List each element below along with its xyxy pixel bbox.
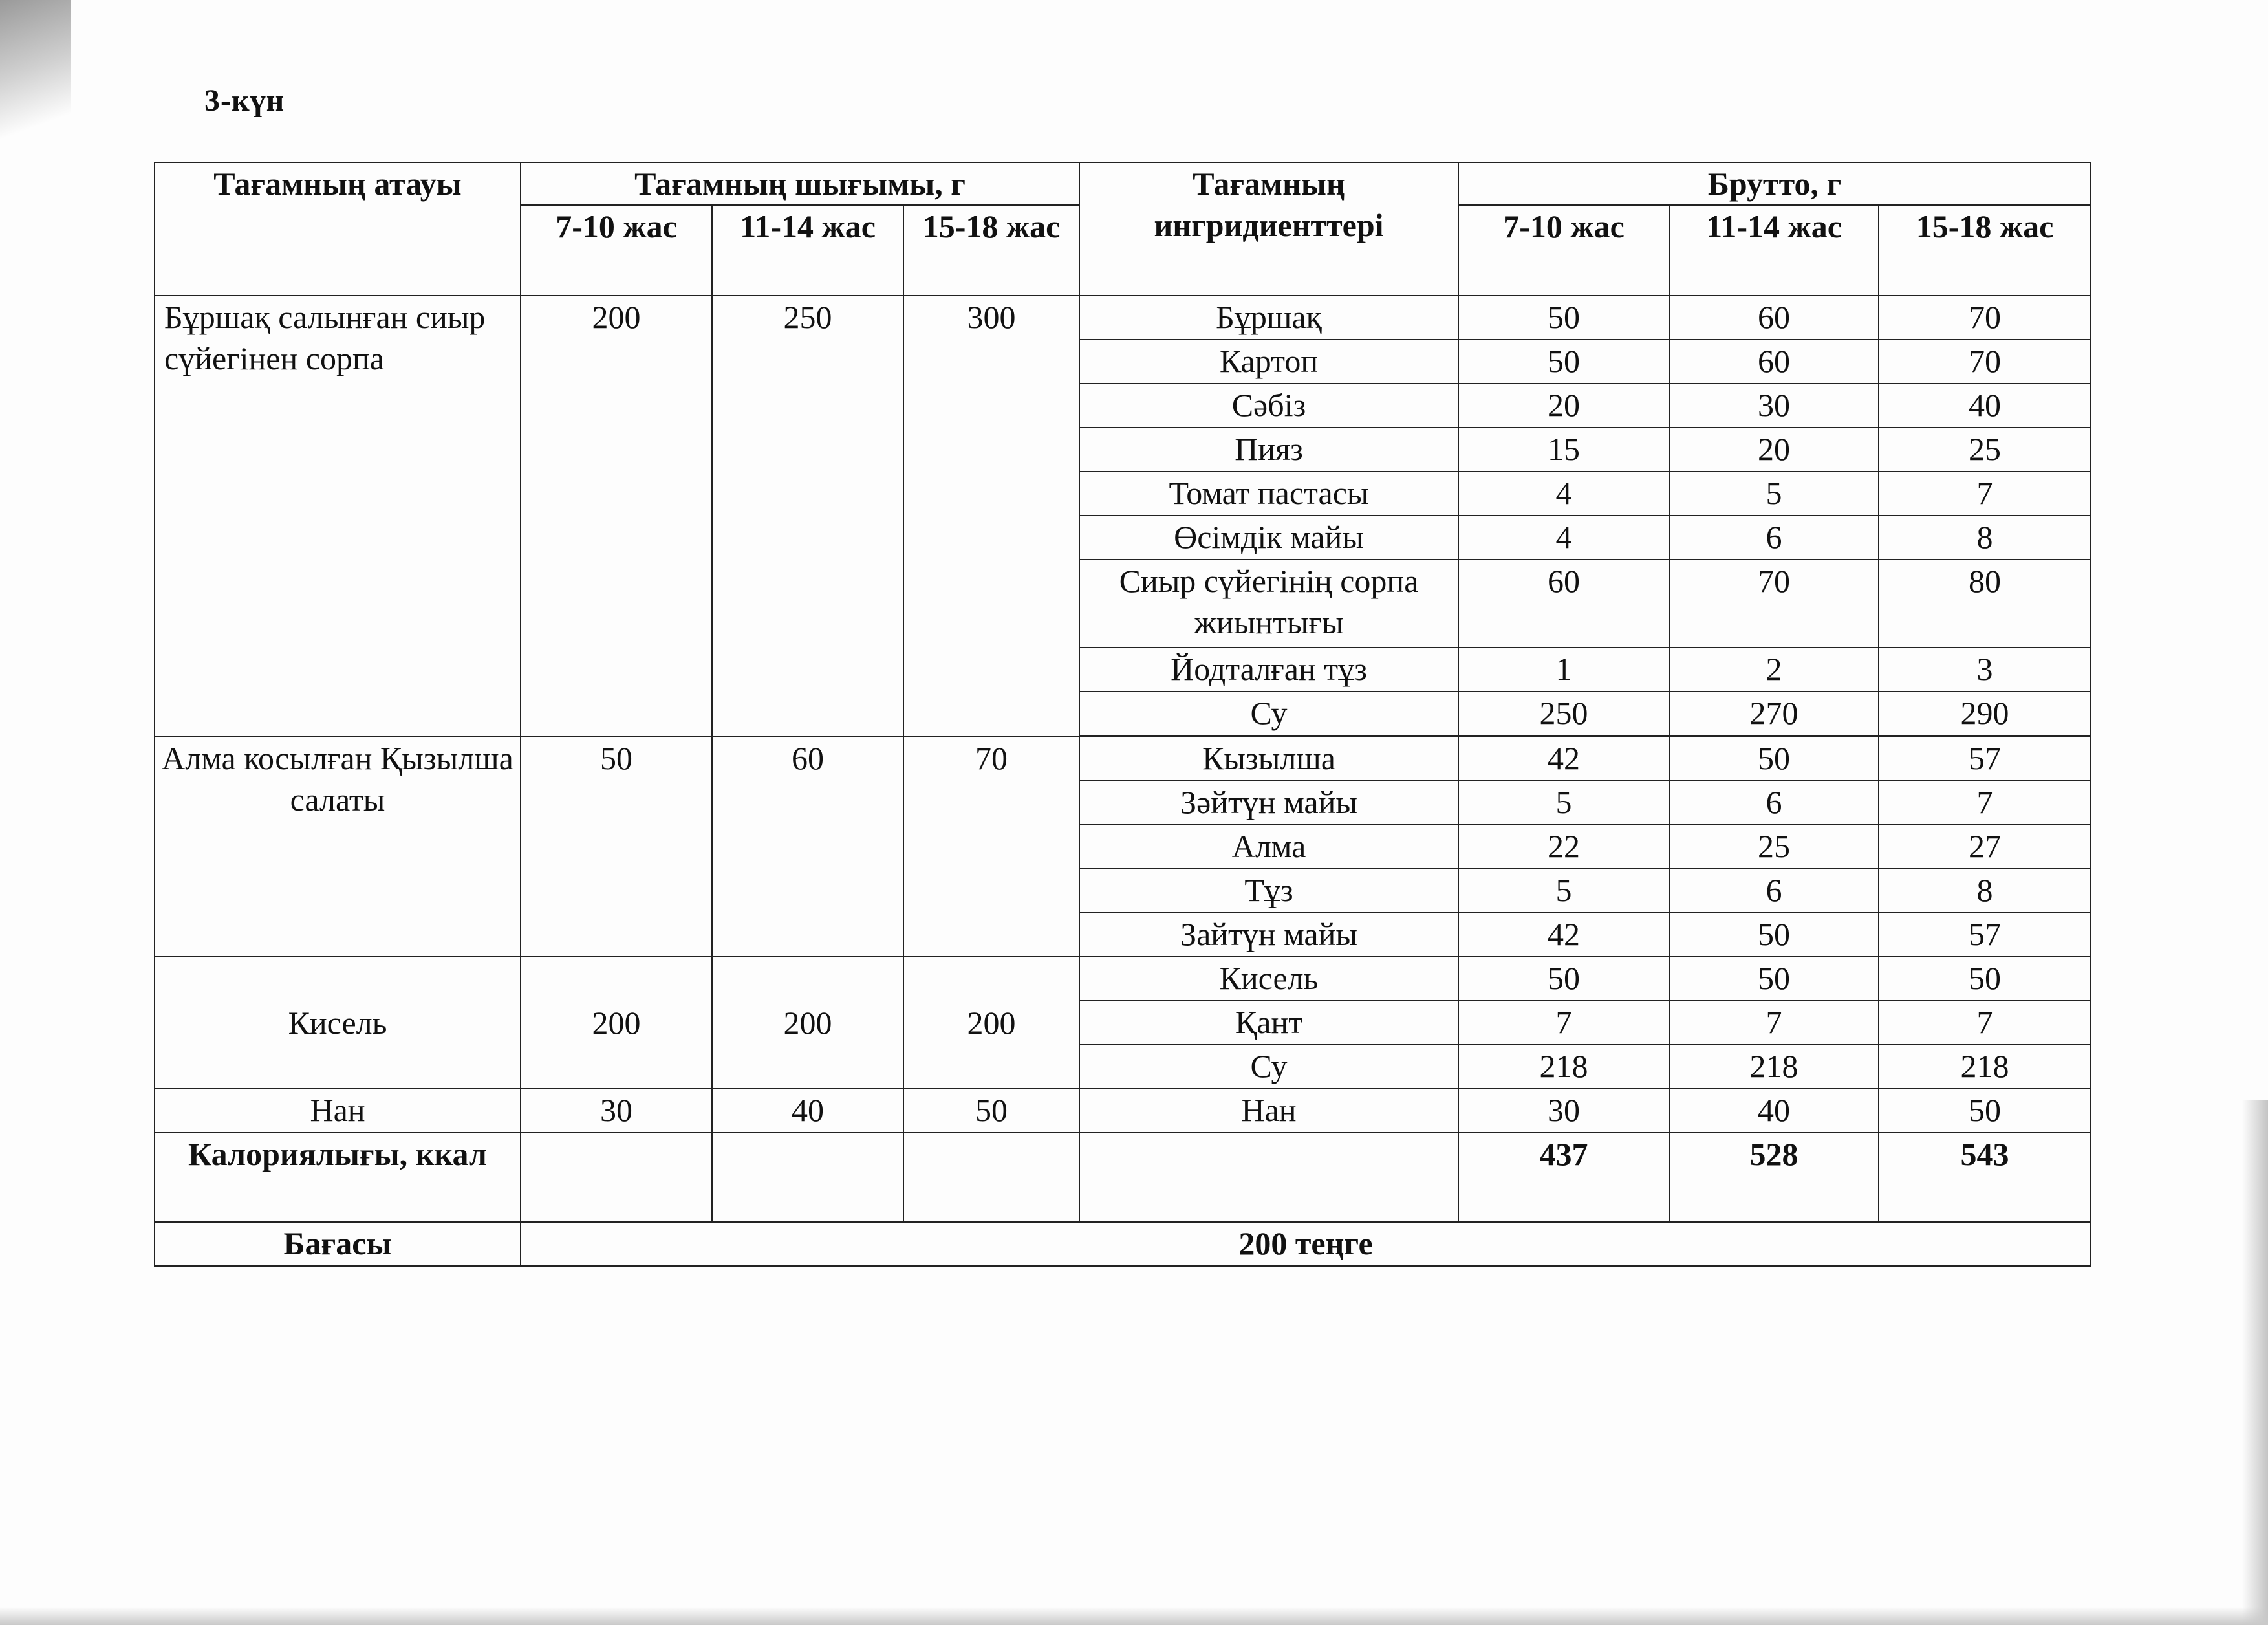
ingredient-name: Су — [1079, 692, 1458, 736]
empty-cell — [903, 1133, 1079, 1222]
dish-name: Кисель — [155, 957, 521, 1089]
header-output-age-7-10: 7-10 жас — [521, 205, 712, 296]
ingredient-name: Йодталған тұз — [1079, 648, 1458, 692]
brutto-value: 60 — [1458, 560, 1669, 648]
ingredient-name: Картоп — [1079, 340, 1458, 384]
brutto-value: 22 — [1458, 825, 1669, 869]
brutto-value: 27 — [1879, 825, 2091, 869]
header-output-age-15-18: 15-18 жас — [903, 205, 1079, 296]
menu-table — [154, 162, 2091, 1267]
brutto-value: 50 — [1458, 957, 1669, 1001]
ingredient-name: Сәбіз — [1079, 384, 1458, 428]
dish-output: 300 — [903, 296, 1079, 737]
brutto-value: 57 — [1879, 913, 2091, 957]
header-brutto: Брутто, г — [1458, 162, 2091, 205]
header-ingredients: Тағамның ингридиенттері — [1079, 162, 1458, 296]
scan-shadow-bottom — [0, 1607, 2268, 1625]
brutto-value: 290 — [1879, 692, 2091, 736]
dish-output: 60 — [712, 737, 903, 957]
ingredient-name: Су — [1079, 1045, 1458, 1089]
brutto-value: 50 — [1879, 957, 2091, 1001]
header-dish-name: Тағамның атауы — [155, 162, 521, 296]
dish-output: 200 — [903, 957, 1079, 1089]
brutto-value: 20 — [1669, 428, 1879, 472]
brutto-value: 1 — [1458, 648, 1669, 692]
ingredient-name: Өсімдік майы — [1079, 516, 1458, 560]
brutto-value: 50 — [1669, 957, 1879, 1001]
dish-output: 40 — [712, 1089, 903, 1133]
brutto-value: 20 — [1458, 384, 1669, 428]
header-output: Тағамның шығымы, г — [521, 162, 1079, 205]
brutto-value: 5 — [1458, 781, 1669, 825]
dish-output: 200 — [521, 296, 712, 737]
dish-output: 250 — [712, 296, 903, 737]
ingredient-name: Зәйтүн майы — [1079, 781, 1458, 825]
ingredient-name: Алма — [1079, 825, 1458, 869]
header-brutto-age-11-14: 11-14 жас — [1669, 205, 1879, 296]
ingredient-name: Кисель — [1079, 957, 1458, 1001]
dish-output: 200 — [712, 957, 903, 1089]
ingredient-name: Кызылша — [1079, 737, 1458, 781]
ingredient-name: Сиыр сүйегінің сорпа жиынтығы — [1079, 560, 1458, 648]
dish-output: 50 — [521, 737, 712, 957]
brutto-value: 60 — [1669, 340, 1879, 384]
brutto-value: 70 — [1669, 560, 1879, 648]
brutto-value: 4 — [1458, 472, 1669, 516]
dish-name: Алма косылған Қызылша салаты — [155, 737, 521, 957]
brutto-value: 40 — [1669, 1089, 1879, 1133]
brutto-value: 218 — [1458, 1045, 1669, 1089]
brutto-value: 4 — [1458, 516, 1669, 560]
ingredient-name: Нан — [1079, 1089, 1458, 1133]
scan-shadow-corner — [0, 0, 71, 149]
dish-output: 70 — [903, 737, 1079, 957]
calories-label: Калориялығы, ккал — [155, 1133, 521, 1222]
header-brutto-age-15-18: 15-18 жас — [1879, 205, 2091, 296]
ingredient-name: Томат пастасы — [1079, 472, 1458, 516]
brutto-value: 60 — [1669, 296, 1879, 340]
brutto-value: 70 — [1879, 296, 2091, 340]
brutto-value: 5 — [1458, 869, 1669, 913]
header-brutto-age-7-10: 7-10 жас — [1458, 205, 1669, 296]
brutto-value: 50 — [1458, 296, 1669, 340]
brutto-value: 5 — [1669, 472, 1879, 516]
ingredient-name: Бұршақ — [1079, 296, 1458, 340]
brutto-value: 50 — [1669, 737, 1879, 781]
dish-name: Бұршақ салынған сиыр сүйегінен сорпа — [155, 296, 521, 737]
brutto-value: 218 — [1879, 1045, 2091, 1089]
ingredient-name: Тұз — [1079, 869, 1458, 913]
price-label: Бағасы — [155, 1222, 521, 1266]
brutto-value: 42 — [1458, 913, 1669, 957]
brutto-value: 7 — [1879, 472, 2091, 516]
calories-value: 437 — [1458, 1133, 1669, 1222]
empty-cell — [1079, 1133, 1458, 1222]
brutto-value: 40 — [1879, 384, 2091, 428]
brutto-value: 80 — [1879, 560, 2091, 648]
brutto-value: 30 — [1458, 1089, 1669, 1133]
scan-shadow-right — [2242, 1100, 2268, 1625]
brutto-value: 2 — [1669, 648, 1879, 692]
brutto-value: 218 — [1669, 1045, 1879, 1089]
dish-output: 50 — [903, 1089, 1079, 1133]
brutto-value: 8 — [1879, 869, 2091, 913]
brutto-value: 7 — [1879, 1001, 2091, 1045]
brutto-value: 15 — [1458, 428, 1669, 472]
empty-cell — [712, 1133, 903, 1222]
calories-value: 543 — [1879, 1133, 2091, 1222]
dish-output: 200 — [521, 957, 712, 1089]
brutto-value: 6 — [1669, 869, 1879, 913]
brutto-value: 57 — [1879, 737, 2091, 781]
header-output-age-11-14: 11-14 жас — [712, 205, 903, 296]
price-value: 200 теңге — [521, 1222, 2091, 1266]
brutto-value: 30 — [1669, 384, 1879, 428]
brutto-value: 50 — [1669, 913, 1879, 957]
brutto-value: 25 — [1879, 428, 2091, 472]
empty-cell — [521, 1133, 712, 1222]
brutto-value: 7 — [1669, 1001, 1879, 1045]
brutto-value: 7 — [1879, 781, 2091, 825]
ingredient-name: Пияз — [1079, 428, 1458, 472]
brutto-value: 50 — [1879, 1089, 2091, 1133]
brutto-value: 6 — [1669, 781, 1879, 825]
brutto-value: 42 — [1458, 737, 1669, 781]
brutto-value: 50 — [1458, 340, 1669, 384]
brutto-value: 8 — [1879, 516, 2091, 560]
ingredient-name: Қант — [1079, 1001, 1458, 1045]
brutto-value: 250 — [1458, 692, 1669, 736]
brutto-value: 6 — [1669, 516, 1879, 560]
ingredient-name: Зайтүн майы — [1079, 913, 1458, 957]
dish-name: Нан — [155, 1089, 521, 1133]
brutto-value: 3 — [1879, 648, 2091, 692]
brutto-value: 25 — [1669, 825, 1879, 869]
day-title: 3-күн — [204, 83, 285, 118]
brutto-value: 7 — [1458, 1001, 1669, 1045]
brutto-value: 270 — [1669, 692, 1879, 736]
dish-output: 30 — [521, 1089, 712, 1133]
brutto-value: 70 — [1879, 340, 2091, 384]
calories-value: 528 — [1669, 1133, 1879, 1222]
